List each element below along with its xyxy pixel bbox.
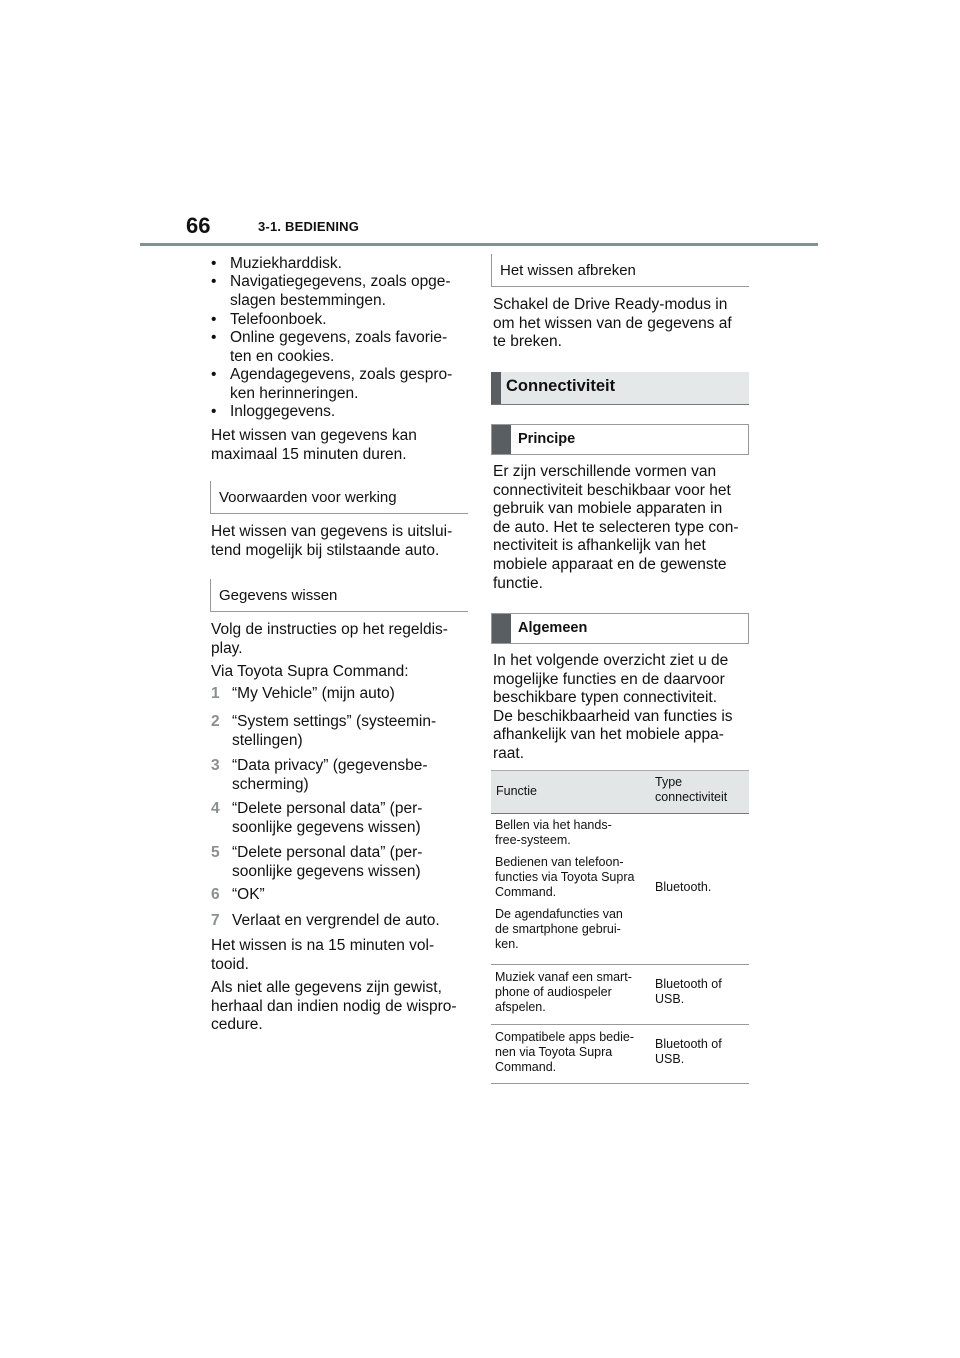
- table-header: [491, 770, 749, 814]
- section-title: 3-1. BEDIENING: [258, 219, 360, 234]
- heading-connectivity: Connectiviteit: [491, 372, 749, 405]
- table-row: Bellen via het hands- free-systeem. Bedienen van telefoon- functies via Toyota Supra Command. De agendafuncties van de smartphone gebrui- ken.: [495, 818, 635, 951]
- paragraph: Het wissen is na 15 minuten vol- tooid.: [211, 937, 435, 973]
- paragraph: Het wissen van gegevens is uitslui- tend mogelijk bij stilstaande auto.: [211, 523, 453, 559]
- table-row: Muziek vanaf een smart- phone of audiospeler afspelen.: [495, 970, 632, 1014]
- row-divider: [491, 1083, 749, 1084]
- paragraph: Via Toyota Supra Command:: [211, 663, 409, 680]
- column-header: Functie: [496, 784, 537, 798]
- column-header: Type connectiviteit: [655, 775, 728, 804]
- table-cell: Bluetooth of USB.: [655, 977, 722, 1006]
- paragraph: In het volgende overzicht ziet u de mogelijke functies en de daarvoor beschikbare typen connectiviteit. De beschikbaarheid van functies is afhankelijk van het mobiele appa- raat.: [493, 652, 733, 762]
- table-cell: Bluetooth.: [655, 880, 712, 894]
- paragraph: Schakel de Drive Ready-modus in om het wissen van de gegevens af te breken.: [493, 296, 732, 351]
- subheading-delete: Gegevens wissen: [210, 579, 468, 612]
- table-cell: Bluetooth of USB.: [655, 1037, 722, 1066]
- paragraph: Volg de instructies op het regeldis- play.: [211, 621, 448, 657]
- page-number: 66: [186, 213, 211, 238]
- row-divider: [491, 1024, 749, 1025]
- table-row: Compatibele apps bedie- nen via Toyota Supra Command.: [495, 1030, 634, 1074]
- header-divider: [140, 243, 818, 246]
- heading-general: Algemeen: [491, 613, 749, 644]
- paragraph: Er zijn verschillende vormen van connectiviteit beschikbaar voor het gebruik van mobiele apparaten in de auto. Het te selecteren type con- nectiviteit is afhankelijk van het mobiele apparaat en de gewenste functie.: [493, 463, 739, 592]
- subheading-conditions: Voorwaarden voor werking: [210, 481, 468, 514]
- heading-principle: Principe: [491, 424, 749, 455]
- paragraph: Als niet alle gegevens zijn gewist, herhaal dan indien nodig de wispro- cedure.: [211, 979, 457, 1034]
- subheading-abort: Het wissen afbreken: [491, 254, 749, 287]
- paragraph: Het wissen van gegevens kan maximaal 15 minuten duren.: [211, 427, 417, 463]
- row-divider: [491, 964, 749, 965]
